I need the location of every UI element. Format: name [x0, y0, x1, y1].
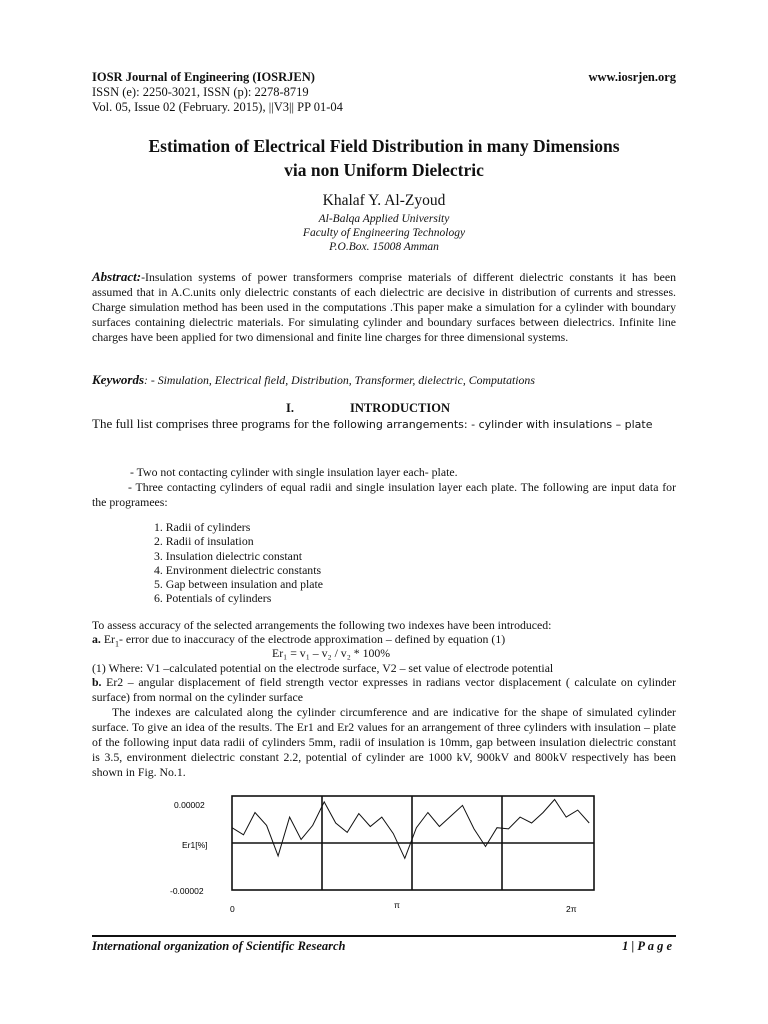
index-b-label: b.: [92, 675, 102, 689]
issn-line: ISSN (e): 2250-3021, ISSN (p): 2278-8719: [92, 85, 309, 99]
footer-rule: [92, 935, 676, 937]
volume-line: Vol. 05, Issue 02 (February. 2015), ||V3|| PP 01-04: [92, 100, 343, 114]
where-line: (1) Where: V1 –calculated potential on the electrode surface, V2 – set value of electrode potential: [92, 661, 554, 675]
x-tick-right: 2π: [566, 904, 577, 914]
index-a-subscript: 1: [114, 639, 119, 649]
intro-arrangements: the following arrangements: - cylinder with insulations – plate: [311, 418, 653, 431]
section-title: INTRODUCTION: [350, 401, 451, 415]
index-a-label: a.: [92, 632, 101, 646]
author-name: Khalaf Y. Al-Zyoud: [322, 192, 446, 209]
index-b-text: Er2 – angular displacement of field strength vector expresses in radians vector displacement ( calculate on cylinder surface) from normal on the cylinder surface: [92, 675, 676, 704]
paper-title: [60, 134, 708, 182]
list-item: 2. Radii of insulation: [154, 534, 254, 549]
index-a-name: Er: [103, 632, 115, 646]
y-tick-bottom: -0.00002: [170, 886, 204, 896]
abstract: [92, 269, 676, 345]
affiliation-faculty: Faculty of Engineering Technology: [302, 227, 466, 239]
journal-name: IOSR Journal of Engineering (IOSRJEN): [92, 70, 315, 84]
affiliation-university: Al-Balqa Applied University: [318, 213, 450, 225]
footer-organization: International organization of Scientific Research: [92, 939, 346, 953]
y-tick-top: 0.00002: [174, 800, 205, 810]
section-number: I.: [286, 401, 294, 415]
intro-paragraph: [92, 416, 676, 433]
x-tick-left: 0: [230, 904, 235, 914]
journal-website[interactable]: www.iosrjen.org: [588, 70, 676, 84]
list-item: 4. Environment dielectric constants: [154, 562, 322, 577]
program-item-1: - Two not contacting cylinder with single insulation layer each- plate.: [130, 465, 458, 479]
list-item: 6. Potentials of cylinders: [154, 591, 272, 606]
program-item-2: - Three contacting cylinders of equal radii and single insulation layer each plate. The following are input data for the programees:: [92, 480, 676, 509]
indexes-paragraph: The indexes are calculated along the cylinder circumference and are indicative for the shape of simulated cylinder surface. To give an idea of the results. The Er1 and Er2 values for an arrangement of three cylinders with insulation – plate of the following input data radii of cylinders 5mm, radii of insulation is 10mm, gap between insulation dielectric constant is 3.5, environment dielectric constant 2.2, potential of cylinder are 1000 kV, 900kV and 800kV respectively has been shown in Fig. No.1.: [92, 705, 676, 779]
intro-text: The full list comprises three programs for: [92, 416, 312, 431]
input-data-list: [154, 520, 323, 606]
page-number: 1 | P a g e: [622, 939, 672, 953]
series-line-er1: [232, 800, 589, 859]
index-b: [92, 675, 676, 705]
keywords-text: : - Simulation, Electrical field, Distribution, Transformer, dielectric, Computations: [144, 373, 535, 387]
y-axis-label: Er1[%]: [182, 840, 208, 850]
keywords-label: Keywords: [92, 372, 144, 387]
keywords: [92, 372, 676, 388]
paper-title-line-2: via non Uniform Dielectric: [284, 160, 484, 180]
abstract-label: Abstract:: [92, 269, 142, 284]
assess-paragraph: To assess accuracy of the selected arrangements the following two indexes have been introduced:: [92, 618, 552, 632]
index-a-text: - error due to inaccuracy of the electrode approximation – defined by equation (1): [118, 632, 506, 646]
affiliation-address: P.O.Box. 15008 Amman: [329, 241, 439, 253]
list-item: 5. Gap between insulation and plate: [154, 577, 324, 592]
equation-1: Er₁ = v₁ – v₂ / v₂ * 100%: [272, 646, 391, 660]
paper-title-line-1: Estimation of Electrical Field Distribution in many Dimensions: [148, 136, 620, 156]
x-tick-mid: π: [394, 900, 400, 910]
list-item: 3. Insulation dielectric constant: [154, 548, 303, 563]
abstract-text: -Insulation systems of power transformers comprise materials of different dielectric constants it has been assumed that in A.C.units only dielectric constants of each dielectric are decisive in distribution of currents and stresses. Charge simulation method has been used in the computations .This paper make a simulation for a cylinder with boundary surfaces containing dielectric materials. For simulating cylinder and boundary surfaces between dielectrics. Infinite line charges have been applied for two dimensional and finite line charges for three dimensional systems.: [92, 270, 676, 344]
er1-chart: [160, 786, 620, 926]
list-item: 1. Radii of cylinders: [154, 520, 251, 534]
